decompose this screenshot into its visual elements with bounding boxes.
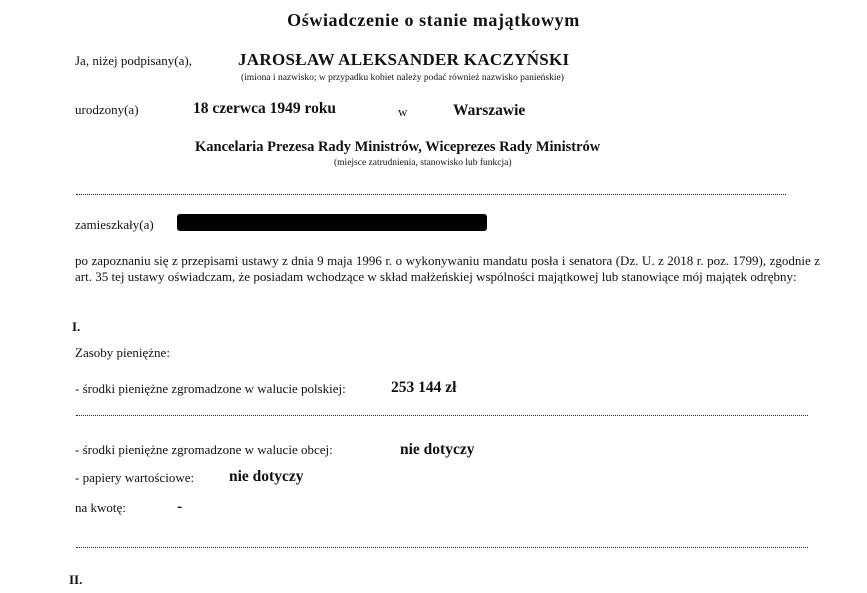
section-2-numeral: II. bbox=[69, 572, 83, 587]
pln-funds-value: 253 144 zł bbox=[391, 379, 457, 396]
employment-note: (miejsce zatrudnienia, stanowisko lub funkcja) bbox=[334, 158, 512, 168]
residence-label: zamieszkały(a) bbox=[75, 217, 154, 232]
amount-label: na kwotę: bbox=[75, 500, 126, 515]
section-1-numeral: I. bbox=[72, 319, 81, 334]
foreign-funds-value: nie dotyczy bbox=[400, 441, 475, 458]
amount-value: - bbox=[177, 498, 183, 515]
born-label: urodzony(a) bbox=[75, 102, 139, 117]
foreign-funds-label: - środki pieniężne zgromadzone w walucie obcej: bbox=[75, 442, 333, 457]
pln-funds-label: - środki pieniężne zgromadzone w walucie polskiej: bbox=[75, 381, 346, 396]
birth-date: 18 czerwca 1949 roku bbox=[193, 100, 337, 117]
securities-label: - papiery wartościowe: bbox=[75, 470, 195, 485]
statement-paragraph: po zapoznaniu się z przepisami ustawy z dnia 9 maja 1996 r. o wykonywaniu mandatu posła i senatora (Dz. U. z 2018 r. poz. 1799), zgodnie z art. 35 tej ustawy oświadczam, że posiadam wchodzące w skład małżeńskiej wspólności majątkowej lub stanowiące mój majątek odrębny: bbox=[75, 253, 820, 284]
dotted-line-2 bbox=[76, 415, 808, 416]
declarant-name: JAROSŁAW ALEKSANDER KACZYŃSKI bbox=[238, 50, 570, 69]
employment: Kancelaria Prezesa Rady Ministrów, Wiceprezes Rady Ministrów bbox=[195, 139, 601, 155]
securities-value: nie dotyczy bbox=[229, 468, 304, 485]
dotted-line-1 bbox=[76, 194, 786, 195]
declarant-label: Ja, niżej podpisany(a), bbox=[75, 53, 192, 68]
birth-place: Warszawie bbox=[453, 102, 526, 119]
redaction-bar bbox=[177, 214, 487, 231]
dotted-line-3 bbox=[76, 547, 808, 548]
section-1-heading: Zasoby pieniężne: bbox=[75, 345, 170, 360]
in-label: w bbox=[398, 104, 408, 119]
document-title: Oświadczenie o stanie majątkowym bbox=[287, 10, 580, 30]
name-note: (imiona i nazwisko; w przypadku kobiet należy podać również nazwisko panieńskie) bbox=[241, 73, 564, 83]
